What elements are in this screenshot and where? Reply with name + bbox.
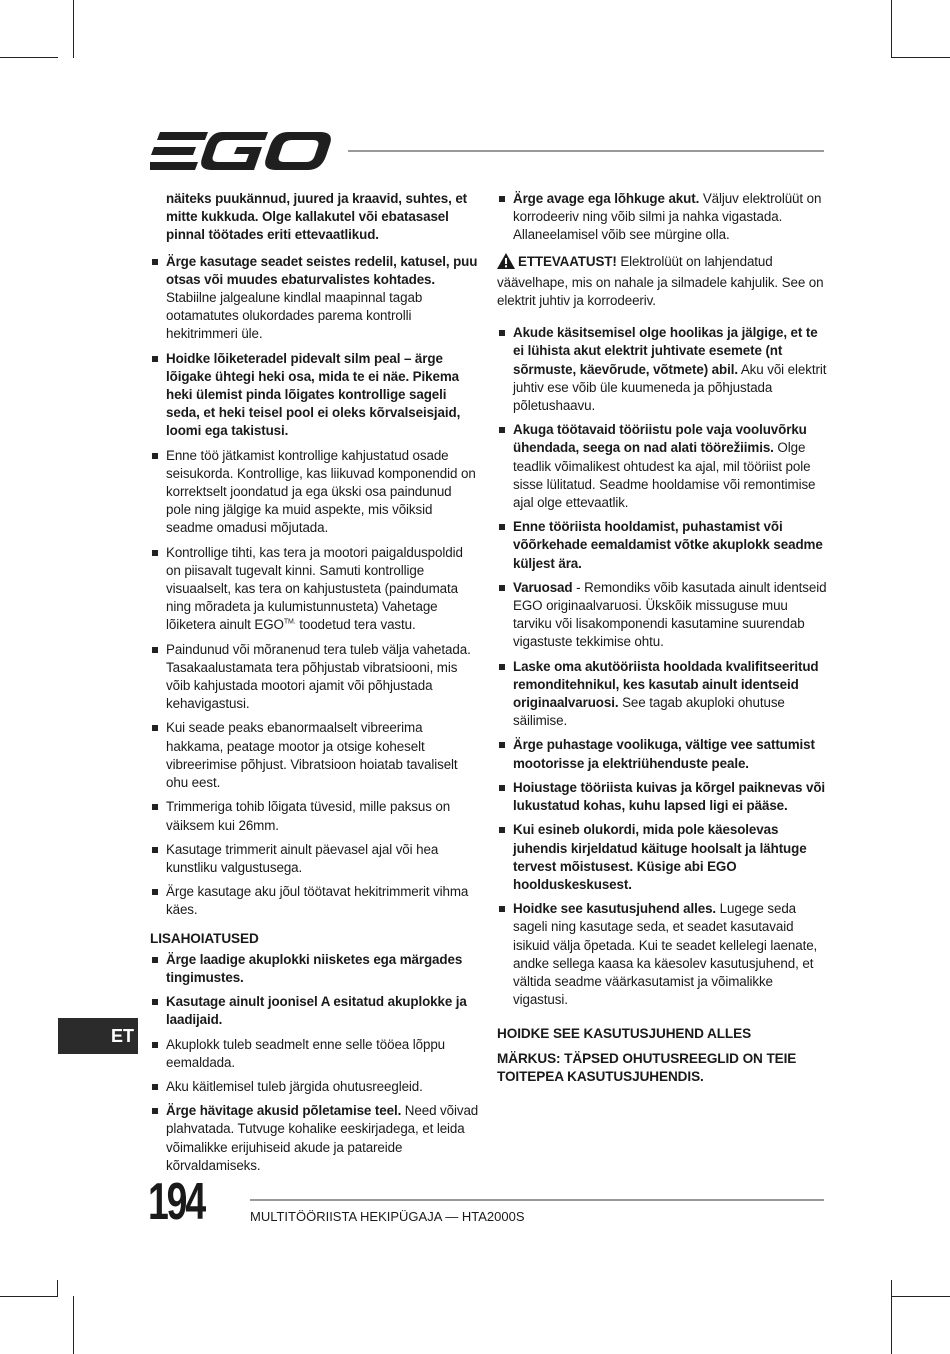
bullet-icon (499, 427, 505, 433)
crop-mark (0, 57, 58, 58)
crop-mark (0, 1296, 58, 1297)
crop-mark (891, 1280, 892, 1296)
crop-mark (73, 0, 74, 58)
bullet-icon (499, 524, 505, 530)
list-item: Hoidke see kasutusjuhend alles. Lugege seda sageli ning kasutage seda, et seadet kasutavaid isikuid välja õpetada. Kui te seadet kellelegi laenate, andke sellega kaasa ka käesolev kasutusjuhend, et vältida seadme väärkasutamist ja võimalikke vigastusi. (497, 900, 827, 1009)
list-item: Ärge laadige akuplokki niisketes ega märgades tingimustes. (150, 951, 480, 987)
list-item: Ärge puhastage voolikuga, vältige vee sattumist mootorisse ja elektriühenduste peale. (497, 736, 827, 772)
list-item: Kui seade peaks ebanormaalselt vibreerima hakkama, peatage mootor ja otsige koheselt vibreerimise põhjust. Vibratsioon hoiatab tavaliselt ohu eest. (150, 719, 480, 792)
warning-triangle-icon (497, 253, 515, 274)
list-item: Akuga töötavaid tööriistu pole vaja vooluvõrku ühendada, seega on nad alati töörežiimis. Olge teadlik võimalikest ohtudest ka ajal, mil tööriist pole sisse lülitatud. Seadme hooldamise või remontimise ajal olge ettevaatlik. (497, 421, 827, 512)
list-item: Paindunud või mõranenud tera tuleb välja vahetada. Tasakaalustamata tera põhjustab vibratsiooni, mis võib kahjustada mootori ajamit või põhjustada kehavigastusi. (150, 641, 480, 714)
right-column (497, 190, 827, 1086)
intro-paragraph: näiteks puukännud, juured ja kraavid, suhtes, et mitte kukkuda. Olge kallakutel või ebatasasel pinnal töötades eriti ettevaatlikud. (166, 191, 468, 243)
bullet-icon (499, 906, 505, 912)
list-item: Hoiustage tööriista kuivas ja kõrgel paiknevas või lukustatud kohas, kuhu lapsed ligi ei pääse. (497, 779, 827, 815)
bullet-icon (152, 453, 158, 459)
note-heading: MÄRKUS: TÄPSED OHUTUSREEGLID ON TEIE TOITEPEA KASUTUSJUHENDIS. (497, 1050, 797, 1084)
bullet-icon (152, 999, 158, 1005)
page-number: 194 (148, 1173, 204, 1231)
crop-mark (57, 1280, 58, 1296)
list-item: Kasutage ainult joonisel A esitatud akuplokke ja laadijaid. (150, 993, 480, 1029)
list-item: Varuosad - Remondiks võib kasutada ainult identseid EGO originaalvaruosi. Ükskõik missuguse muu tarviku või lisakomponendi kasutamine suurendab vigastuste tekkimise ohtu. (497, 579, 827, 652)
list-item: Laske oma akutööriista hooldada kvalifitseeritud remonditehnikul, kes kasutab ainult identseid originaalvaruosi. See tagab akuploki ohutuse säilimise. (497, 658, 827, 731)
list-item: Kontrollige tihti, kas tera ja mootori paigalduspoldid on piisavalt tugevalt kinni. Samuti kontrollige visuaalselt, kas tera on kahjustusteta (paindumata ning mõradeta ja kulumistunnusteta) Vahetage lõiketera ainult $EGO^{TM.}$ toodetud tera vastu. (150, 544, 480, 635)
crop-mark (892, 57, 950, 58)
bullet-icon (499, 585, 505, 591)
bullet-icon (499, 827, 505, 833)
list-item: Ärge kasutage aku jõul töötavat hekitrimmerit vihma käes. (150, 883, 480, 919)
bullet-icon (152, 550, 158, 556)
list-item: Kasutage trimmerit ainult päevasel ajal või hea kunstliku valgustusega. (150, 841, 480, 877)
bullet-icon (499, 330, 505, 336)
bullet-icon (152, 847, 158, 853)
left-bullet-list (150, 253, 480, 920)
bullet-icon (152, 1108, 158, 1114)
bullet-icon (152, 356, 158, 362)
list-item: Ärge hävitage akusid põletamise teel. Need võivad plahvatada. Tutvuge kohalike eeskirjadega, et leida võimalikke erijuhiseid akude ja patareide kõrvaldamiseks. (150, 1102, 480, 1175)
list-item: Ärge avage ega lõhkuge akut. Väljuv elektrolüüt on korrodeeriv ning võib silmi ja nahka vigastada. Allaneelamisel võib see mürgine olla. (497, 190, 827, 245)
list-item: Hoidke lõiketeradel pidevalt silm peal – ärge lõigake ühtegi heki osa, mida te ei näe. Pikema heki ülemist pinda lõigates kontrollige sageli seda, et heki teisel pool ei oleks kõrvalseisjaid, loomi ega takistusi. (150, 350, 480, 441)
list-item: Akude käsitsemisel olge hoolikas ja jälgige, et te ei lühista akut elektrit juhtivate esemete (nt sõrmuste, käevõrude, võtmete) abil. Aku või elektrit juhtiv ese võib üle kuumeneda ja põhjustada põletushaavu. (497, 324, 827, 415)
bullet-icon (152, 1042, 158, 1048)
crop-mark (73, 1296, 74, 1354)
bullet-icon (152, 259, 158, 265)
bullet-icon (499, 742, 505, 748)
list-item: Aku käitlemisel tuleb järgida ohutusreegleid. (150, 1078, 480, 1096)
keep-manual-heading: HOIDKE SEE KASUTUSJUHEND ALLES (497, 1026, 752, 1042)
product-title: MULTITÖÖRIISTA HEKIPÜGAJA — HTA2000S (250, 1209, 525, 1224)
crop-mark (891, 0, 892, 58)
right-bullet-list (497, 324, 827, 1009)
ego-logo (150, 130, 332, 172)
section-title: LISAHOIATUSED (150, 930, 259, 946)
list-item: Ärge kasutage seadet seistes redelil, katusel, puu otsas või muudes ebaturvalistes kohtades. Stabiilne jalgealune kindlal maapinnal tagab ootamatutes olukordades parema kontrolli hekitrimmeri üle. (150, 253, 480, 344)
language-tab: ET (58, 1018, 138, 1054)
bullet-icon (499, 664, 505, 670)
bullet-icon (152, 647, 158, 653)
bullet-icon (152, 957, 158, 963)
list-item: Kui esineb olukordi, mida pole käesolevas juhendis kirjeldatud käituge hoolsalt ja lähtuge tervest mõistusest. Küsige abi EGO hoolduskeskusest. (497, 821, 827, 894)
warning-label: ETTEVAATUST! (518, 253, 617, 269)
warning-block: ETTEVAATUST! Elektrolüüt on lahjendatud väävelhape, mis on nahale ja silmadele kahjulik. See on elektrit juhtiv ja korrodeeriv. (497, 253, 824, 309)
bullet-icon (499, 196, 505, 202)
crop-mark (891, 1296, 892, 1354)
bullet-icon (152, 1084, 158, 1090)
bullet-icon (499, 785, 505, 791)
bullet-icon (152, 725, 158, 731)
section-bullet-list (150, 951, 480, 1175)
header-rule (348, 150, 824, 152)
crop-mark (892, 1296, 950, 1297)
bullet-icon (152, 804, 158, 810)
list-item: Enne tööriista hooldamist, puhastamist või võõrkehade eemaldamist võtke akuplokk seadme küljest ära. (497, 518, 827, 573)
footer-rule (250, 1199, 824, 1201)
list-item: Trimmeriga tohib lõigata tüvesid, mille paksus on väiksem kui 26mm. (150, 798, 480, 834)
bullet-icon (152, 889, 158, 895)
left-column (150, 190, 480, 1181)
list-item: Akuplokk tuleb seadmelt enne selle tööea lõppu eemaldada. (150, 1036, 480, 1072)
list-item: Enne töö jätkamist kontrollige kahjustatud osade seisukorda. Kontrollige, kas liikuvad komponendid on korrektselt joondatud ja ega ükski osa paindunud pole ning jälgige ka muid aspekte, mis võiksid seadme omadusi mõjutada. (150, 447, 480, 538)
